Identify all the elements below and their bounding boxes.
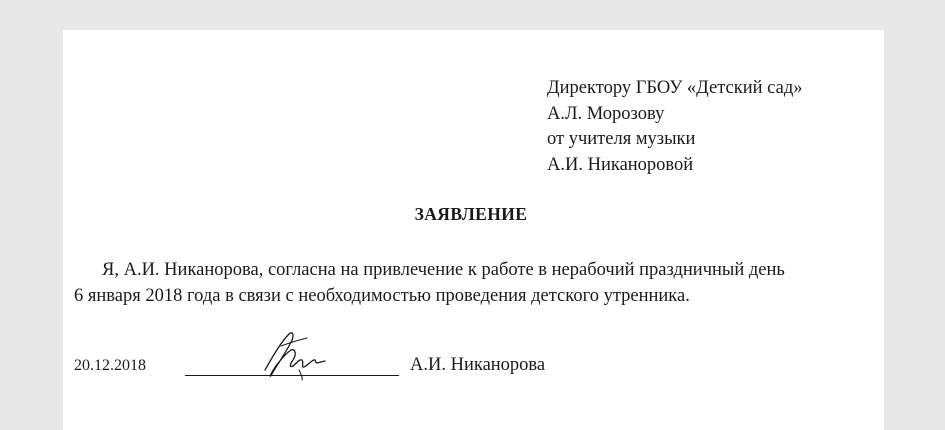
- document-page: [63, 30, 884, 430]
- addressee-line: А.И. Никаноровой: [547, 154, 694, 175]
- document-title: ЗАЯВЛЕНИЕ: [414, 204, 528, 224]
- addressee-block: [547, 76, 803, 178]
- handwritten-signature: [259, 326, 331, 382]
- statement-line: Я, А.И. Никанорова, согласна на привлечение к работе в нерабочий праздничный день: [102, 260, 785, 280]
- addressee-line: Директору ГБОУ «Детский сад»: [547, 78, 803, 98]
- addressee-line: А.Л. Морозову: [547, 103, 665, 124]
- statement-date: 20.12.2018: [74, 357, 146, 374]
- addressee-line: от учителя музыки: [547, 129, 696, 149]
- statement-body: [74, 257, 874, 309]
- signer-name: А.И. Никанорова: [410, 355, 546, 375]
- statement-line: 6 января 2018 года в связи с необходимостью проведения детского утренника.: [74, 286, 690, 306]
